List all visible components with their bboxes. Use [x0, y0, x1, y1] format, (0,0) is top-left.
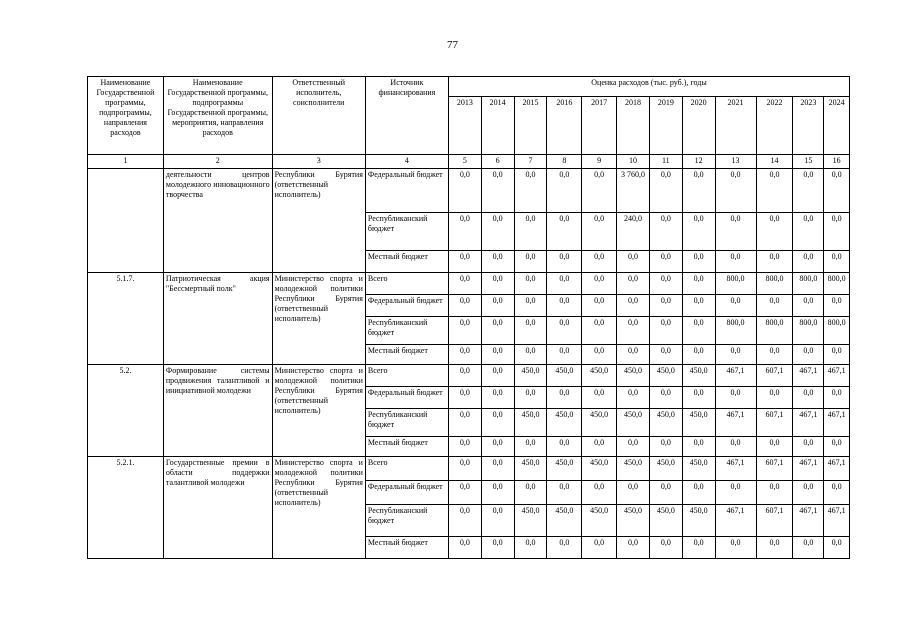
expense-value: 0,0 [481, 169, 514, 213]
expense-value: 0,0 [756, 169, 793, 213]
funding-source: Местный бюджет [365, 437, 448, 457]
expense-value: 0,0 [715, 437, 756, 457]
expense-value: 0,0 [514, 213, 547, 251]
expense-value: 467,1 [824, 505, 850, 537]
expense-value: 607,1 [756, 505, 793, 537]
expense-value: 0,0 [793, 481, 824, 505]
expense-value: 0,0 [547, 169, 582, 213]
header-year: 2020 [682, 97, 715, 155]
row-code: 5.1.7. [88, 273, 164, 365]
expense-value: 0,0 [582, 481, 617, 505]
expense-value: 0,0 [547, 273, 582, 295]
expense-value: 0,0 [481, 409, 514, 437]
expense-value: 0,0 [514, 537, 547, 559]
expense-value: 0,0 [756, 213, 793, 251]
expense-value: 450,0 [649, 409, 682, 437]
header-year: 2023 [793, 97, 824, 155]
expense-value: 0,0 [481, 273, 514, 295]
column-number: 4 [365, 155, 448, 169]
expense-value: 0,0 [448, 251, 481, 273]
column-number: 10 [617, 155, 650, 169]
measure-name: деятельности центров молодежного инновационного творчества [163, 169, 272, 273]
expense-value: 0,0 [649, 295, 682, 317]
expense-value: 0,0 [715, 169, 756, 213]
expense-value: 467,1 [824, 409, 850, 437]
funding-source: Федеральный бюджет [365, 169, 448, 213]
expense-value: 0,0 [617, 273, 650, 295]
expense-value: 0,0 [824, 295, 850, 317]
expense-value: 0,0 [448, 537, 481, 559]
expense-value: 0,0 [793, 295, 824, 317]
expense-value: 0,0 [715, 537, 756, 559]
expense-value: 0,0 [682, 387, 715, 409]
expense-value: 0,0 [824, 251, 850, 273]
expense-value: 0,0 [715, 387, 756, 409]
expense-value: 0,0 [582, 387, 617, 409]
expense-value: 0,0 [448, 365, 481, 387]
expense-value: 450,0 [514, 409, 547, 437]
expense-value: 0,0 [514, 481, 547, 505]
expense-value: 0,0 [547, 317, 582, 345]
expense-value: 450,0 [617, 505, 650, 537]
expense-value: 0,0 [715, 251, 756, 273]
measure-name: Формирование системы продвижения талантливой и инициативной молодежи [163, 365, 272, 457]
funding-source: Федеральный бюджет [365, 295, 448, 317]
expense-value: 467,1 [793, 409, 824, 437]
expense-value: 0,0 [649, 169, 682, 213]
expense-value: 0,0 [793, 169, 824, 213]
header-funding-source: Источник финансирования [365, 77, 448, 155]
header-year: 2017 [582, 97, 617, 155]
expense-value: 450,0 [514, 505, 547, 537]
expense-value: 0,0 [481, 251, 514, 273]
expense-value: 0,0 [481, 537, 514, 559]
expense-value: 0,0 [617, 481, 650, 505]
expense-value: 0,0 [617, 537, 650, 559]
responsible-executor: Республики Бурятия (ответственный исполнитель) [272, 169, 365, 273]
expense-value: 450,0 [547, 409, 582, 437]
header-responsible: Ответственный исполнитель, соисполнители [272, 77, 365, 155]
funding-source: Федеральный бюджет [365, 481, 448, 505]
expense-value: 0,0 [793, 387, 824, 409]
expense-value: 0,0 [682, 345, 715, 365]
expense-value: 0,0 [756, 481, 793, 505]
column-number: 3 [272, 155, 365, 169]
expense-value: 0,0 [582, 169, 617, 213]
header-expenses: Оценка расходов (тыс. руб.), годы [448, 77, 849, 97]
expense-value: 0,0 [715, 345, 756, 365]
expense-value: 0,0 [793, 537, 824, 559]
row-code: 5.2. [88, 365, 164, 457]
expense-value: 467,1 [793, 365, 824, 387]
page-number: 77 [447, 39, 458, 51]
expense-value: 0,0 [756, 345, 793, 365]
expense-value: 0,0 [582, 213, 617, 251]
expense-value: 0,0 [448, 409, 481, 437]
expense-value: 450,0 [617, 457, 650, 481]
expense-value: 467,1 [715, 409, 756, 437]
expense-value: 800,0 [756, 317, 793, 345]
expense-value: 0,0 [448, 457, 481, 481]
expense-value: 0,0 [756, 387, 793, 409]
expense-value: 0,0 [582, 251, 617, 273]
expense-value: 3 760,0 [617, 169, 650, 213]
expense-value: 0,0 [793, 437, 824, 457]
expense-value: 0,0 [448, 317, 481, 345]
expense-value: 0,0 [682, 213, 715, 251]
expenses-table [87, 76, 850, 559]
expense-value: 450,0 [514, 365, 547, 387]
expense-value: 450,0 [582, 457, 617, 481]
column-number: 8 [547, 155, 582, 169]
expense-value: 607,1 [756, 457, 793, 481]
column-number: 6 [481, 155, 514, 169]
expense-value: 0,0 [756, 437, 793, 457]
expense-value: 0,0 [448, 505, 481, 537]
expense-value: 0,0 [649, 387, 682, 409]
funding-source: Местный бюджет [365, 251, 448, 273]
header-year: 2024 [824, 97, 850, 155]
expense-value: 0,0 [649, 345, 682, 365]
table-row [88, 273, 850, 295]
expense-value: 0,0 [547, 387, 582, 409]
expense-value: 607,1 [756, 365, 793, 387]
funding-source: Всего [365, 457, 448, 481]
funding-source: Всего [365, 365, 448, 387]
header-year: 2015 [514, 97, 547, 155]
expense-value: 0,0 [547, 295, 582, 317]
expense-value: 0,0 [756, 537, 793, 559]
expense-value: 450,0 [682, 457, 715, 481]
expense-value: 450,0 [582, 409, 617, 437]
header-year: 2016 [547, 97, 582, 155]
column-number: 7 [514, 155, 547, 169]
funding-source: Федеральный бюджет [365, 387, 448, 409]
expense-value: 0,0 [793, 213, 824, 251]
expense-value: 0,0 [824, 481, 850, 505]
expense-value: 0,0 [756, 251, 793, 273]
table-header [88, 77, 850, 155]
expense-value: 0,0 [547, 537, 582, 559]
expense-value: 0,0 [481, 387, 514, 409]
expense-value: 467,1 [715, 457, 756, 481]
funding-source: Республиканский бюджет [365, 317, 448, 345]
expense-value: 0,0 [824, 537, 850, 559]
expense-value: 0,0 [448, 345, 481, 365]
expense-value: 0,0 [547, 213, 582, 251]
expense-value: 450,0 [649, 457, 682, 481]
expense-value: 0,0 [617, 437, 650, 457]
expense-value: 800,0 [756, 273, 793, 295]
row-code: 5.2.1. [88, 457, 164, 559]
responsible-executor: Министерство спорта и молодежной политики Республики Бурятия (ответственный исполнитель) [272, 457, 365, 559]
expense-value: 0,0 [582, 273, 617, 295]
expense-value: 800,0 [715, 317, 756, 345]
funding-source: Республиканский бюджет [365, 505, 448, 537]
expense-value: 0,0 [514, 437, 547, 457]
expense-value: 0,0 [793, 251, 824, 273]
expense-value: 0,0 [682, 537, 715, 559]
expense-value: 0,0 [682, 251, 715, 273]
expense-value: 0,0 [824, 437, 850, 457]
expense-value: 450,0 [582, 505, 617, 537]
expense-value: 0,0 [514, 317, 547, 345]
expense-value: 0,0 [824, 213, 850, 251]
expense-value: 467,1 [824, 457, 850, 481]
header-year: 2019 [649, 97, 682, 155]
header-measure-name: Наименование Государственной программы, подпрограммы Государственной программы, мероприятия, направления расходов [163, 77, 272, 155]
column-number: 14 [756, 155, 793, 169]
funding-source: Республиканский бюджет [365, 213, 448, 251]
expense-value: 0,0 [682, 481, 715, 505]
expense-value: 450,0 [649, 505, 682, 537]
expense-value: 0,0 [514, 345, 547, 365]
expense-value: 0,0 [514, 273, 547, 295]
expense-value: 0,0 [481, 317, 514, 345]
expense-value: 0,0 [481, 213, 514, 251]
expense-value: 0,0 [682, 295, 715, 317]
expense-value: 0,0 [448, 213, 481, 251]
expense-value: 467,1 [824, 365, 850, 387]
expense-value: 467,1 [715, 505, 756, 537]
table-row [88, 169, 850, 213]
column-number: 1 [88, 155, 164, 169]
expense-value: 0,0 [649, 273, 682, 295]
table-row [88, 365, 850, 387]
column-numbers-row [88, 155, 850, 169]
expense-value: 240,0 [617, 213, 650, 251]
header-year: 2014 [481, 97, 514, 155]
expense-value: 0,0 [715, 213, 756, 251]
expense-value: 450,0 [682, 505, 715, 537]
expense-value: 450,0 [547, 505, 582, 537]
expense-value: 450,0 [547, 457, 582, 481]
expense-value: 0,0 [481, 481, 514, 505]
header-year: 2022 [756, 97, 793, 155]
expense-value: 450,0 [547, 365, 582, 387]
expense-value: 800,0 [715, 273, 756, 295]
header-year: 2013 [448, 97, 481, 155]
funding-source: Всего [365, 273, 448, 295]
expense-value: 0,0 [481, 295, 514, 317]
column-number: 9 [582, 155, 617, 169]
expense-value: 0,0 [617, 295, 650, 317]
header-year: 2021 [715, 97, 756, 155]
expense-value: 450,0 [682, 409, 715, 437]
row-code [88, 169, 164, 273]
expense-value: 467,1 [793, 505, 824, 537]
funding-source: Местный бюджет [365, 537, 448, 559]
table-body [88, 155, 850, 559]
expense-value: 0,0 [715, 481, 756, 505]
table-row [88, 457, 850, 481]
expense-value: 607,1 [756, 409, 793, 437]
expense-value: 0,0 [448, 481, 481, 505]
expense-value: 0,0 [481, 505, 514, 537]
expense-value: 0,0 [582, 295, 617, 317]
expense-value: 0,0 [481, 457, 514, 481]
expense-value: 0,0 [547, 345, 582, 365]
expense-value: 0,0 [481, 365, 514, 387]
expense-value: 0,0 [514, 387, 547, 409]
expense-value: 0,0 [514, 169, 547, 213]
expense-value: 0,0 [481, 345, 514, 365]
funding-source: Республиканский бюджет [365, 409, 448, 437]
expense-value: 0,0 [682, 317, 715, 345]
expense-value: 0,0 [481, 437, 514, 457]
expense-value: 0,0 [824, 387, 850, 409]
expense-value: 450,0 [582, 365, 617, 387]
expense-value: 0,0 [756, 295, 793, 317]
expense-value: 0,0 [617, 251, 650, 273]
expense-value: 450,0 [514, 457, 547, 481]
responsible-executor: Министерство спорта и молодежной политики Республики Бурятия (ответственный исполнитель) [272, 273, 365, 365]
expense-value: 0,0 [448, 169, 481, 213]
expense-value: 0,0 [547, 481, 582, 505]
column-number: 2 [163, 155, 272, 169]
expense-value: 0,0 [649, 437, 682, 457]
expense-value: 0,0 [824, 345, 850, 365]
expense-value: 0,0 [582, 437, 617, 457]
expense-value: 0,0 [514, 295, 547, 317]
expense-value: 0,0 [547, 437, 582, 457]
expense-value: 800,0 [824, 273, 850, 295]
expense-value: 0,0 [649, 317, 682, 345]
header-year: 2018 [617, 97, 650, 155]
expense-value: 467,1 [715, 365, 756, 387]
expense-value: 0,0 [547, 251, 582, 273]
column-number: 15 [793, 155, 824, 169]
measure-name: Государственные премии в области поддержки талантливой молодежи [163, 457, 272, 559]
expense-value: 0,0 [682, 273, 715, 295]
column-number: 12 [682, 155, 715, 169]
expense-value: 0,0 [514, 251, 547, 273]
expense-value: 0,0 [649, 213, 682, 251]
expense-value: 0,0 [824, 169, 850, 213]
expense-value: 0,0 [448, 387, 481, 409]
funding-source: Местный бюджет [365, 345, 448, 365]
expense-value: 0,0 [649, 251, 682, 273]
column-number: 16 [824, 155, 850, 169]
expense-value: 0,0 [649, 481, 682, 505]
expense-value: 800,0 [793, 317, 824, 345]
column-number: 11 [649, 155, 682, 169]
responsible-executor: Министерство спорта и молодежной политики Республики Бурятия (ответственный исполнитель) [272, 365, 365, 457]
column-number: 5 [448, 155, 481, 169]
expense-value: 450,0 [617, 365, 650, 387]
expense-value: 450,0 [682, 365, 715, 387]
expense-value: 0,0 [793, 345, 824, 365]
expense-value: 467,1 [793, 457, 824, 481]
expense-value: 0,0 [448, 273, 481, 295]
header-program-name: Наименование Государственной программы, подпрограммы, направления расходов [88, 77, 164, 155]
expense-value: 800,0 [793, 273, 824, 295]
expense-value: 0,0 [582, 317, 617, 345]
expense-value: 450,0 [617, 409, 650, 437]
expense-value: 0,0 [617, 345, 650, 365]
column-number: 13 [715, 155, 756, 169]
expense-value: 0,0 [448, 295, 481, 317]
expense-value: 0,0 [448, 437, 481, 457]
expense-value: 0,0 [617, 317, 650, 345]
expense-value: 0,0 [617, 387, 650, 409]
measure-name: Патриотическая акция "Бессмертный полк" [163, 273, 272, 365]
expense-value: 0,0 [682, 169, 715, 213]
expense-value: 0,0 [682, 437, 715, 457]
expense-value: 450,0 [649, 365, 682, 387]
expense-value: 0,0 [582, 537, 617, 559]
expense-value: 0,0 [649, 537, 682, 559]
expense-value: 800,0 [824, 317, 850, 345]
expense-value: 0,0 [715, 295, 756, 317]
expense-value: 0,0 [582, 345, 617, 365]
